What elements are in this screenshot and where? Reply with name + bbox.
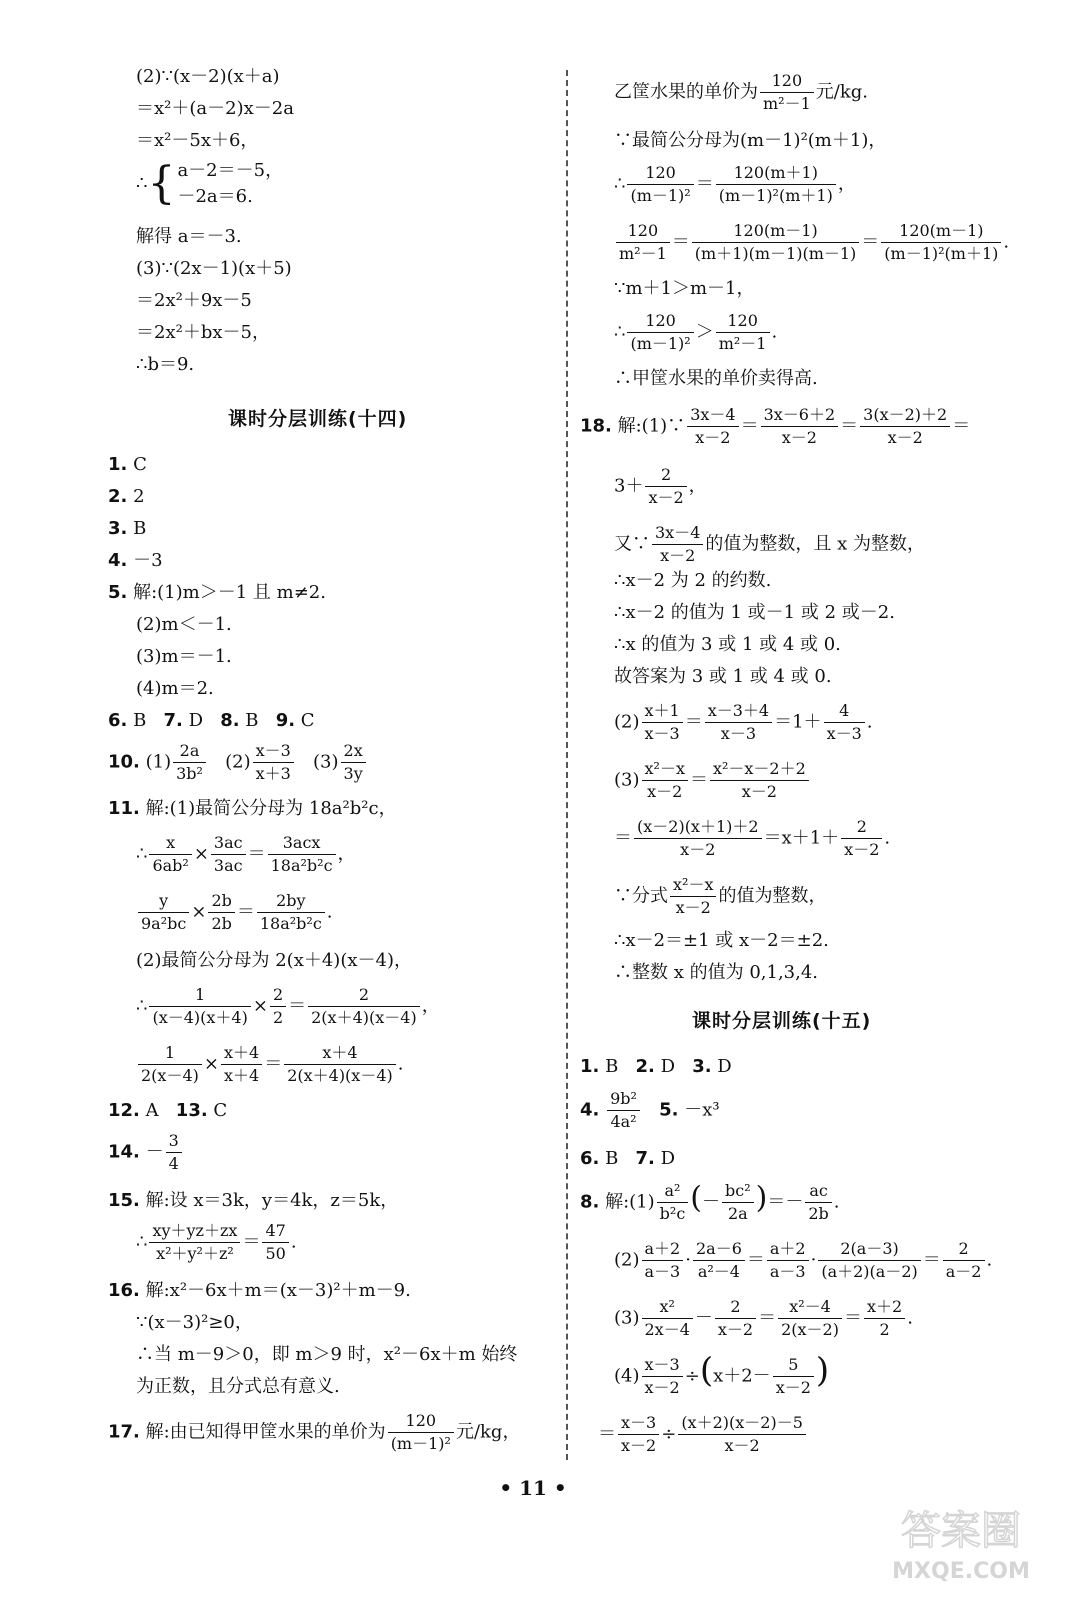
column-divider — [566, 70, 568, 1460]
text-line: (2)m＜－1. — [136, 614, 232, 635]
formula-line: ∴ $\frac{xy+yz+zx}{\text{x²＋y²＋z²}}$ ＝ $\frac{47}{50}$ . — [136, 1221, 297, 1263]
answer-2: 2. 2 — [108, 486, 145, 507]
equation-system: ∴{ a－2＝－5， －2a＝6. — [136, 158, 284, 209]
text-line: ＝x²－5x＋6， — [136, 130, 259, 151]
answers-12-13: 12. A 13. C — [108, 1100, 228, 1121]
text-line: ∴甲筐水果的单价卖得高. — [614, 368, 818, 389]
answer-14: 14. － $\frac{3}{4}$ — [108, 1130, 184, 1175]
formula-line: 乙筐水果的单价为 $\frac{120}{\text{m²－1}}$ 元/kg. — [614, 71, 868, 113]
formula-line: $\frac{1}{2(x-4)}$ × $\frac{x+4}{x+4}$ ＝ $\frac{x+4}{2(x+4)(x-4)}$ . — [136, 1042, 403, 1087]
formula-line: ∵分式 $\frac{\text{x²－x}}{x-2}$ 的值为整数， — [614, 875, 827, 917]
answer-8: 8. 解:(1) $\frac{\text{a²}}{\text{b²c}}$ (－ $\frac{\text{bc²}}{2a}$ )＝－ $\frac{ac}{2b}$ . — [580, 1180, 840, 1223]
text-line: (4)m＝2. — [136, 678, 214, 699]
text-line: ∵m＋1＞m－1， — [614, 278, 755, 299]
text-line: ＝2x²＋bx－5， — [136, 322, 270, 343]
text-line: ∴x－2 为 2 的约数. — [614, 570, 772, 591]
formula-line: (4) $\frac{x-3}{x-2}$ ÷(x＋2－ $\frac{5}{x-2}$ ) — [614, 1350, 830, 1397]
text-line: ∴x－2 的值为 1 或－1 或 2 或－2. — [614, 602, 895, 623]
text-line: ∵(x－3)²≥0， — [136, 1312, 253, 1333]
answer-18: 18. 解:(1)∵ $\frac{3x-4}{x-2}$ ＝ $\frac{3x-6+2}{x-2}$ ＝ $\frac{3(x-2)+2}{x-2}$ ＝ — [580, 405, 971, 447]
answer-10: 10. (1) $\frac{2a}{\text{3b²}}$ (2) $\frac{x-3}{x+3}$ (3) $\frac{2x}{3y}$ — [108, 740, 368, 785]
formula-line: ∴ $\frac{x}{\text{6ab²}}$ × $\frac{3ac}{3ac}$ ＝ $\frac{\text{3acx}}{\text{18a²b²c}}$ ， — [136, 833, 356, 875]
text-line: ∴整数 x 的值为 0,1,3,4. — [614, 962, 819, 983]
formula-line: ∴ $\frac{1}{(x-4)(x+4)}$ × $\frac{2}{2}$ ＝ $\frac{2}{2(x+4)(x-4)}$ ， — [136, 985, 440, 1027]
text-line: (3)∵(2x－1)(x＋5) — [136, 258, 292, 279]
formula-line: 又∵ $\frac{3x-4}{x-2}$ 的值为整数，且 x 为整数， — [614, 523, 925, 565]
formula-line: $\frac{y}{\text{9a²bc}}$ × $\frac{2b}{2b}$ ＝ $\frac{2by}{\text{18a²b²c}}$ . — [136, 890, 333, 935]
page-number: • 11 • — [499, 1476, 567, 1500]
text-line: ∴x－2＝±1 或 x－2＝±2. — [614, 930, 829, 951]
answers-6-9: 6. B 7. D 8. B 9. C — [108, 710, 315, 731]
watermark-top-text: 答案圈 — [901, 1508, 1021, 1554]
answer-3: 3. B — [108, 518, 147, 539]
text-line: ∴b＝9. — [136, 354, 195, 375]
formula-line: (3) $\frac{\text{x²}}{2x-4}$ － $\frac{2}{x-2}$ ＝ $\frac{\text{x²－4}}{2(x-2)}$ ＝ $\frac{x+2}{2}$ . — [614, 1297, 913, 1339]
answers-1-3: 1. B 2. D 3. D — [580, 1056, 732, 1077]
watermark-logo-icon — [876, 1496, 1046, 1586]
answer-17: 17. 解:由已知得甲筐水果的单价为 $\frac{120}{\text{(m－1)²}}$ 元/kg， — [108, 1411, 521, 1453]
text-line: (2)最简公分母为 2(x＋4)(x－4)， — [136, 950, 412, 971]
answer-4: 4. －3 — [108, 550, 163, 571]
watermark-bottom-text: MXQE.COM — [892, 1559, 1030, 1584]
formula-line: (2) $\frac{a+2}{a-3}$ · $\frac{2a-6}{\text{a²－4}}$ ＝ $\frac{a+2}{a-3}$ · $\frac{2(a-3)}{(a+2)(a-2)}$ ＝ $\frac{2}{a-2}$ . — [614, 1239, 993, 1281]
answer-1: 1. C — [108, 454, 147, 475]
formula-line: $\frac{120}{\text{m²－1}}$ ＝ $\frac{120(m-1)}{(m+1)(m-1)(m-1)}$ ＝ $\frac{120(m-1)}{\text{(m－1)²(m＋1)}}$ . — [614, 220, 1009, 265]
answer-5: 5. 解:(1)m＞－1 且 m≠2. — [108, 582, 326, 603]
text-line: 故答案为 3 或 1 或 4 或 0. — [614, 666, 832, 687]
answer-15: 15. 解:设 x＝3k，y＝4k，z＝5k， — [108, 1190, 399, 1211]
formula-line: ＝ $\frac{x-3}{x-2}$ ÷ $\frac{(x+2)(x-2)-5}{x-2}$ — [598, 1412, 808, 1457]
answers-4-5: 4. $\frac{\text{9b²}}{\text{4a²}}$ 5. －x³ — [580, 1089, 720, 1131]
answers-6-7: 6. B 7. D — [580, 1148, 676, 1169]
text-line: (2)∵(x－2)(x＋a) — [136, 66, 280, 87]
text-line: ＝2x²＋9x－5 — [136, 290, 252, 311]
text-line: 为正数，且分式总有意义. — [136, 1376, 340, 1397]
section-heading-14: 课时分层训练(十四) — [228, 408, 408, 430]
text-line: 解得 a＝－3. — [136, 226, 242, 247]
text-line: ∴x 的值为 3 或 1 或 4 或 0. — [614, 634, 841, 655]
formula-line: ＝ $\frac{(x-2)(x+1)+2}{x-2}$ ＝x＋1＋ $\frac{2}{x-2}$ . — [614, 817, 891, 859]
formula-line: 3＋ $\frac{2}{x-2}$ ， — [614, 465, 707, 507]
text-line: ∵最简公分母为(m－1)²(m＋1)， — [614, 130, 887, 151]
formula-line: (3) $\frac{\text{x²－x}}{x-2}$ ＝ $\frac{\text{x²－x－2＋2}}{x-2}$ — [614, 758, 811, 803]
brace-icon: { — [147, 158, 176, 209]
formula-line: (2) $\frac{x+1}{x-3}$ ＝ $\frac{x-3+4}{x-3}$ ＝1＋ $\frac{4}{x-3}$ . — [614, 701, 873, 743]
text-line: (3)m＝－1. — [136, 646, 232, 667]
text-line: ＝x²＋(a－2)x－2a — [136, 98, 294, 119]
answer-11: 11. 解:(1)最简公分母为 18a²b²c， — [108, 798, 397, 819]
formula-line: ∴ $\frac{120}{\text{(m－1)²}}$ ＝ $\frac{120(m+1)}{\text{(m－1)²(m＋1)}}$ ， — [614, 163, 856, 205]
formula-line: ∴ $\frac{120}{\text{(m－1)²}}$ ＞ $\frac{120}{\text{m²－1}}$ . — [614, 311, 778, 353]
text-line: ∴当 m－9＞0，即 m＞9 时，x²－6x＋m 始终 — [136, 1344, 518, 1365]
answer-16: 16. 解:x²－6x＋m＝(x－3)²＋m－9. — [108, 1280, 411, 1301]
section-heading-15: 课时分层训练(十五) — [692, 1010, 872, 1032]
